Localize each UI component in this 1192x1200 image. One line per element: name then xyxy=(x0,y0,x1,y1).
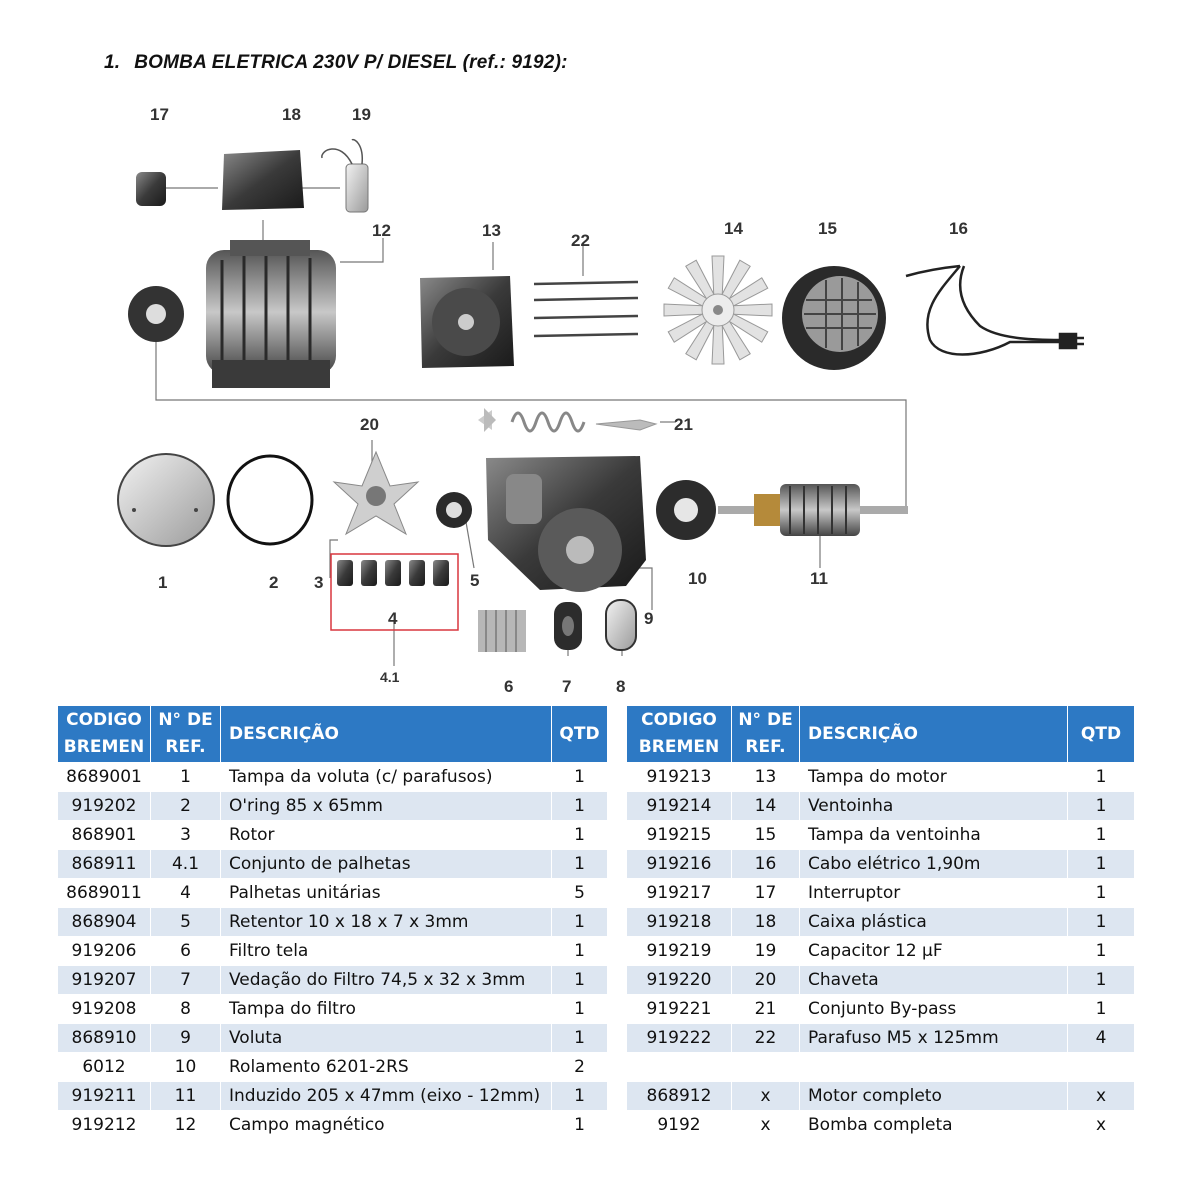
cell-codigo: 919206 xyxy=(58,937,151,966)
cell-qtd: 1 xyxy=(552,1082,608,1111)
parts-table-left xyxy=(57,705,608,1140)
cell-ref: 19 xyxy=(732,937,800,966)
label-12: 12 xyxy=(372,221,391,240)
cell-codigo: 919221 xyxy=(627,995,732,1024)
exploded-diagram-svg xyxy=(0,90,1192,700)
cell-descricao: Tampa da voluta (c/ parafusos) xyxy=(221,763,552,792)
cell-descricao: Cabo elétrico 1,90m xyxy=(800,850,1068,879)
cell-ref: 18 xyxy=(732,908,800,937)
cell-qtd: 1 xyxy=(552,937,608,966)
cell-codigo: 919220 xyxy=(627,966,732,995)
parts-table-left-body xyxy=(58,763,608,1140)
table-row xyxy=(58,792,608,821)
table-row xyxy=(627,1082,1135,1111)
table-row xyxy=(58,850,608,879)
part-15-fan-cover xyxy=(782,266,886,370)
table-row xyxy=(58,995,608,1024)
cell-ref: x xyxy=(732,1111,800,1140)
header-ref: N° DE REF. xyxy=(151,706,221,763)
label-3: 3 xyxy=(314,573,324,592)
cell-codigo: 919213 xyxy=(627,763,732,792)
cell-ref: 11 xyxy=(151,1082,221,1111)
part-9-volute xyxy=(486,456,646,592)
table-row xyxy=(627,850,1135,879)
cell-ref: 7 xyxy=(151,966,221,995)
cell-descricao: Conjunto By-pass xyxy=(800,995,1068,1024)
cell-qtd: 1 xyxy=(552,763,608,792)
cell-qtd: 1 xyxy=(552,850,608,879)
cell-codigo: 919217 xyxy=(627,879,732,908)
header-descricao: DESCRIÇÃO xyxy=(800,706,1068,763)
label-7: 7 xyxy=(562,677,572,696)
title-number: 1. xyxy=(104,52,121,73)
table-row xyxy=(627,1024,1135,1053)
part-16-power-cable xyxy=(906,266,1084,355)
label-22: 22 xyxy=(571,231,590,250)
cell-qtd: 1 xyxy=(552,821,608,850)
cell-ref: 13 xyxy=(732,763,800,792)
cell-qtd xyxy=(1068,1053,1135,1082)
cell-ref: x xyxy=(732,1082,800,1111)
cell-ref: 5 xyxy=(151,908,221,937)
part-13-motor-cover xyxy=(420,276,514,368)
header-qtd: QTD xyxy=(552,706,608,763)
part-3-rotor xyxy=(334,452,418,534)
cell-codigo: 8689001 xyxy=(58,763,151,792)
label-5: 5 xyxy=(470,571,480,590)
label-20: 20 xyxy=(360,415,379,434)
cell-descricao: Filtro tela xyxy=(221,937,552,966)
table-row xyxy=(58,937,608,966)
label-15: 15 xyxy=(818,219,837,238)
table-row xyxy=(58,879,608,908)
label-4: 4 xyxy=(388,609,398,628)
cell-codigo: 919202 xyxy=(58,792,151,821)
cell-descricao: Rolamento 6201-2RS xyxy=(221,1053,552,1082)
header-codigo: CODIGO BREMEN xyxy=(627,706,732,763)
cell-ref: 21 xyxy=(732,995,800,1024)
title-text: BOMBA ELETRICA 230V P/ DIESEL (ref.: 9192): xyxy=(134,52,568,73)
cell-qtd: 1 xyxy=(552,792,608,821)
cell-codigo: 919222 xyxy=(627,1024,732,1053)
label-2: 2 xyxy=(269,573,279,592)
cell-descricao xyxy=(800,1053,1068,1082)
cell-ref: 3 xyxy=(151,821,221,850)
cell-ref xyxy=(732,1053,800,1082)
cell-codigo: 919214 xyxy=(627,792,732,821)
cell-ref: 17 xyxy=(732,879,800,908)
cell-qtd: 4 xyxy=(1068,1024,1135,1053)
cell-qtd: x xyxy=(1068,1082,1135,1111)
cell-qtd: 1 xyxy=(1068,792,1135,821)
part-6-filter-screen xyxy=(478,610,526,652)
cell-qtd: 1 xyxy=(552,908,608,937)
label-21: 21 xyxy=(674,415,693,434)
label-18: 18 xyxy=(282,105,301,124)
cell-descricao: Retentor 10 x 18 x 7 x 3mm xyxy=(221,908,552,937)
cell-descricao: Voluta xyxy=(221,1024,552,1053)
part-4-vanes xyxy=(337,560,449,586)
part-1-volute-cover xyxy=(118,454,214,546)
label-6: 6 xyxy=(504,677,514,696)
cell-ref: 2 xyxy=(151,792,221,821)
cell-ref: 9 xyxy=(151,1024,221,1053)
cell-codigo xyxy=(627,1053,732,1082)
cell-codigo: 868911 xyxy=(58,850,151,879)
cell-qtd: 1 xyxy=(1068,937,1135,966)
label-10: 10 xyxy=(688,569,707,588)
cell-qtd: 1 xyxy=(1068,850,1135,879)
header-ref: N° DE REF. xyxy=(732,706,800,763)
table-row xyxy=(58,908,608,937)
cell-qtd: 1 xyxy=(552,995,608,1024)
cell-qtd: 1 xyxy=(552,1024,608,1053)
exploded-diagram xyxy=(0,90,1192,700)
part-2-oring xyxy=(228,456,312,544)
table-header-row xyxy=(627,706,1135,763)
parts-table-right-body xyxy=(627,763,1135,1140)
cell-codigo: 9192 xyxy=(627,1111,732,1140)
table-row xyxy=(58,1082,608,1111)
cell-qtd: x xyxy=(1068,1111,1135,1140)
cell-descricao: Induzido 205 x 47mm (eixo - 12mm) xyxy=(221,1082,552,1111)
cell-descricao: Capacitor 12 µF xyxy=(800,937,1068,966)
table-row xyxy=(627,937,1135,966)
cell-codigo: 919215 xyxy=(627,821,732,850)
part-18-plastic-box xyxy=(222,150,304,210)
cell-codigo: 919218 xyxy=(627,908,732,937)
cell-descricao: Parafuso M5 x 125mm xyxy=(800,1024,1068,1053)
cell-qtd: 1 xyxy=(1068,763,1135,792)
header-descricao: DESCRIÇÃO xyxy=(221,706,552,763)
parts-table-right xyxy=(626,705,1135,1140)
label-19: 19 xyxy=(352,105,371,124)
cell-ref: 20 xyxy=(732,966,800,995)
cell-qtd: 5 xyxy=(552,879,608,908)
part-12-motor-housing xyxy=(206,240,336,388)
cell-codigo: 6012 xyxy=(58,1053,151,1082)
cell-descricao: Caixa plástica xyxy=(800,908,1068,937)
cell-ref: 10 xyxy=(151,1053,221,1082)
cell-ref: 14 xyxy=(732,792,800,821)
cell-qtd: 2 xyxy=(552,1053,608,1082)
table-row xyxy=(58,1053,608,1082)
table-row xyxy=(627,821,1135,850)
cell-qtd: 1 xyxy=(1068,821,1135,850)
cell-qtd: 1 xyxy=(1068,995,1135,1024)
cell-codigo: 919211 xyxy=(58,1082,151,1111)
label-16: 16 xyxy=(949,219,968,238)
table-row xyxy=(58,966,608,995)
cell-descricao: Chaveta xyxy=(800,966,1068,995)
cell-ref: 4 xyxy=(151,879,221,908)
label-14: 14 xyxy=(724,219,743,238)
cell-codigo: 919216 xyxy=(627,850,732,879)
table-row xyxy=(627,1111,1135,1140)
cell-codigo: 868904 xyxy=(58,908,151,937)
table-row xyxy=(58,1111,608,1140)
cell-codigo: 868910 xyxy=(58,1024,151,1053)
cell-codigo: 919207 xyxy=(58,966,151,995)
cell-codigo: 868912 xyxy=(627,1082,732,1111)
part-19-capacitor xyxy=(346,164,368,212)
cell-codigo: 919208 xyxy=(58,995,151,1024)
cell-codigo: 919212 xyxy=(58,1111,151,1140)
cell-ref: 16 xyxy=(732,850,800,879)
cell-descricao: Rotor xyxy=(221,821,552,850)
table-row xyxy=(627,879,1135,908)
part-11-armature xyxy=(718,484,908,536)
cell-ref: 6 xyxy=(151,937,221,966)
label-4-1: 4.1 xyxy=(380,669,400,685)
part-21-bypass-set xyxy=(478,408,656,432)
label-9: 9 xyxy=(644,609,654,628)
cell-ref: 15 xyxy=(732,821,800,850)
part-22-screws xyxy=(534,282,638,336)
cell-descricao: Campo magnético xyxy=(221,1111,552,1140)
page-title xyxy=(104,52,568,74)
cell-descricao: Bomba completa xyxy=(800,1111,1068,1140)
cell-ref: 4.1 xyxy=(151,850,221,879)
cell-qtd: 1 xyxy=(1068,908,1135,937)
part-14-fan xyxy=(664,256,772,364)
table-row xyxy=(627,1053,1135,1082)
label-8: 8 xyxy=(616,677,626,696)
table-row xyxy=(627,966,1135,995)
header-codigo: CODIGO BREMEN xyxy=(58,706,151,763)
cell-descricao: Interruptor xyxy=(800,879,1068,908)
cell-qtd: 1 xyxy=(552,1111,608,1140)
cell-descricao: Palhetas unitárias xyxy=(221,879,552,908)
cell-descricao: Conjunto de palhetas xyxy=(221,850,552,879)
cell-codigo: 868901 xyxy=(58,821,151,850)
cell-descricao: Tampa do motor xyxy=(800,763,1068,792)
cell-codigo: 8689011 xyxy=(58,879,151,908)
table-row xyxy=(58,821,608,850)
cell-descricao: O'ring 85 x 65mm xyxy=(221,792,552,821)
cell-descricao: Ventoinha xyxy=(800,792,1068,821)
cell-descricao: Motor completo xyxy=(800,1082,1068,1111)
cell-descricao: Tampa do filtro xyxy=(221,995,552,1024)
table-row xyxy=(627,995,1135,1024)
table-header-row xyxy=(58,706,608,763)
label-11: 11 xyxy=(810,569,828,588)
cell-ref: 1 xyxy=(151,763,221,792)
cell-qtd: 1 xyxy=(1068,966,1135,995)
cell-codigo: 919219 xyxy=(627,937,732,966)
table-row xyxy=(58,1024,608,1053)
part-7-filter-gasket xyxy=(554,602,582,650)
table-row xyxy=(627,792,1135,821)
part-8-filter-cap xyxy=(606,600,636,650)
cell-ref: 22 xyxy=(732,1024,800,1053)
part-17-switch xyxy=(136,172,166,206)
cell-descricao: Vedação do Filtro 74,5 x 32 x 3mm xyxy=(221,966,552,995)
cell-ref: 8 xyxy=(151,995,221,1024)
cell-descricao: Tampa da ventoinha xyxy=(800,821,1068,850)
label-13: 13 xyxy=(482,221,501,240)
table-row xyxy=(627,908,1135,937)
label-17: 17 xyxy=(150,105,169,124)
cell-qtd: 1 xyxy=(552,966,608,995)
table-row xyxy=(58,763,608,792)
label-1: 1 xyxy=(158,573,168,592)
cell-ref: 12 xyxy=(151,1111,221,1140)
header-qtd: QTD xyxy=(1068,706,1135,763)
table-row xyxy=(627,763,1135,792)
cell-qtd: 1 xyxy=(1068,879,1135,908)
